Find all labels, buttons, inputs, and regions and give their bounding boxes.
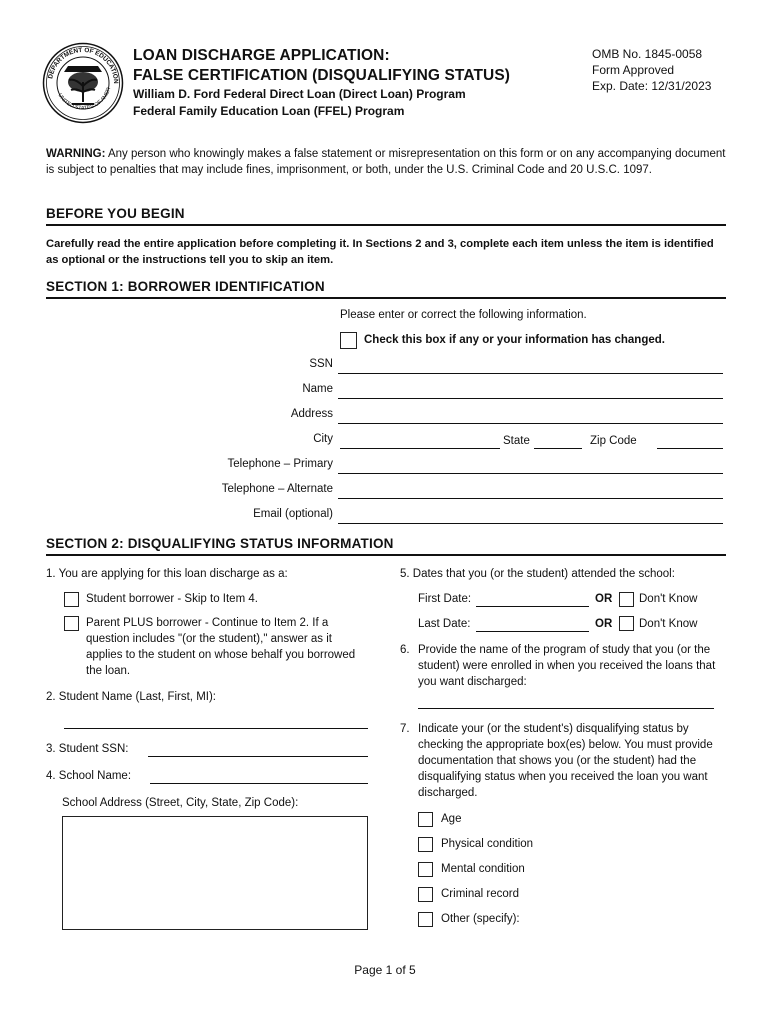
form-title	[133, 46, 510, 86]
omb-block	[592, 46, 711, 94]
state-label: State	[503, 435, 530, 447]
address-field[interactable]	[338, 423, 723, 424]
page-number: Page 1 of 5	[354, 963, 416, 977]
tel-alt-field[interactable]	[338, 498, 723, 499]
before-heading: BEFORE YOU BEGIN	[46, 206, 185, 221]
before-text: Carefully read the entire application before completing it. In Sections 2 and 3, complete each item unless the item is identified as optional or the instructions tell you to skip an item.	[46, 238, 714, 266]
item7-number: 7.	[400, 723, 410, 735]
department-seal	[42, 42, 124, 124]
zip-field[interactable]	[657, 448, 723, 449]
svg-text:UNITED STATES OF AMERICA: UNITED STATES OF AMER	[56, 86, 113, 112]
last-date-label: Last Date:	[418, 618, 471, 630]
warning-label: WARNING:	[46, 148, 106, 160]
item6-label: Provide the name of the program of study that you (or the student) were enrolled in when you received the loans that you want discharged:	[418, 644, 716, 688]
student-ssn-field[interactable]	[148, 756, 368, 757]
status-mental-label: Mental condition	[441, 863, 525, 875]
student-borrower-checkbox[interactable]	[64, 592, 79, 607]
school-address-label: School Address (Street, City, State, Zip Code):	[62, 797, 299, 809]
ssn-field[interactable]	[338, 373, 723, 374]
tel-primary-field[interactable]	[338, 473, 723, 474]
section2-heading: SECTION 2: DISQUALIFYING STATUS INFORMATION	[46, 536, 394, 551]
ssn-label: SSN	[309, 358, 333, 370]
before-rule	[46, 224, 726, 226]
info-changed-checkbox[interactable]	[340, 332, 357, 349]
first-date-or: OR	[595, 593, 613, 605]
status-age-label: Age	[441, 813, 462, 825]
subtitle-line-1: William D. Ford Federal Direct Loan (Direct Loan) Program	[133, 87, 466, 101]
item6-number: 6.	[400, 644, 410, 656]
section1-prompt: Please enter or correct the following information.	[340, 309, 587, 321]
exp-date: Exp. Date: 12/31/2023	[592, 79, 712, 93]
item1-label: 1. You are applying for this loan discharge as a:	[46, 568, 288, 580]
status-criminal-checkbox[interactable]	[418, 887, 433, 902]
section2-rule	[46, 554, 726, 556]
first-date-label: First Date:	[418, 593, 472, 605]
status-physical-checkbox[interactable]	[418, 837, 433, 852]
title-line-1: LOAN DISCHARGE APPLICATION:	[133, 47, 390, 64]
tel-primary-label: Telephone – Primary	[227, 458, 333, 470]
last-date-dont-know-label: Don't Know	[639, 618, 698, 630]
section1-rule	[46, 297, 726, 299]
item3-label: 3. Student SSN:	[46, 743, 129, 755]
city-label: City	[313, 433, 333, 445]
svg-text:DEPARTMENT OF EDUCATION: DEPARTMENT OF EDUCATION	[47, 46, 120, 84]
student-borrower-label: Student borrower - Skip to Item 4.	[86, 593, 258, 605]
status-physical-label: Physical condition	[441, 838, 534, 850]
form-approved: Form Approved	[592, 63, 675, 77]
status-other-label: Other (specify):	[441, 913, 520, 925]
subtitle-line-2: Federal Family Education Loan (FFEL) Program	[133, 104, 405, 118]
first-date-field[interactable]	[476, 606, 589, 607]
address-label: Address	[290, 408, 333, 420]
first-date-dont-know-checkbox[interactable]	[619, 592, 634, 607]
email-field[interactable]	[338, 523, 723, 524]
status-criminal-label: Criminal record	[441, 888, 519, 900]
warning-body: Any person who knowingly makes a false statement or misrepresentation on this form or on any accompanying document is subject to penalties that may include fines, imprisonment, or both, under the U.S. Criminal Code and 20 U.S.C. 1097.	[46, 148, 726, 176]
form-subtitle	[133, 86, 466, 120]
status-mental-checkbox[interactable]	[418, 862, 433, 877]
first-date-dont-know-label: Don't Know	[639, 593, 698, 605]
info-changed-label: Check this box if any or your information has changed.	[364, 334, 665, 346]
item5-label: 5. Dates that you (or the student) attended the school:	[400, 568, 675, 580]
email-label: Email (optional)	[253, 508, 333, 520]
name-label: Name	[302, 383, 333, 395]
status-age-checkbox[interactable]	[418, 812, 433, 827]
last-date-or: OR	[595, 618, 613, 630]
item7-label: Indicate your (or the student's) disqualifying status by checking the appropriate box(es) below. You must provide documentation that shows you (or the student) had the disqualifying status when you received the loan you want discharged.	[418, 723, 713, 799]
state-field[interactable]	[534, 448, 582, 449]
section1-heading: SECTION 1: BORROWER IDENTIFICATION	[46, 279, 325, 294]
item2-label: 2. Student Name (Last, First, MI):	[46, 691, 216, 703]
tel-alt-label: Telephone – Alternate	[221, 483, 333, 495]
last-date-dont-know-checkbox[interactable]	[619, 616, 634, 631]
title-line-2: FALSE CERTIFICATION (DISQUALIFYING STATUS)	[133, 67, 511, 84]
last-date-field[interactable]	[476, 631, 589, 632]
item4-label: 4. School Name:	[46, 770, 132, 782]
city-field[interactable]	[340, 448, 500, 449]
program-of-study-field[interactable]	[418, 708, 714, 709]
parent-plus-label: Parent PLUS borrower - Continue to Item 2. If a question includes "(or the student)," answer as it applies to the student on whose behalf you borrowed the loan.	[86, 617, 356, 677]
name-field[interactable]	[338, 398, 723, 399]
parent-plus-checkbox[interactable]	[64, 616, 79, 631]
zip-label: Zip Code	[590, 435, 637, 447]
school-name-field[interactable]	[150, 783, 368, 784]
status-other-checkbox[interactable]	[418, 912, 433, 927]
school-address-box[interactable]	[62, 816, 368, 930]
warning-text	[46, 146, 726, 178]
omb-number: OMB No. 1845-0058	[592, 47, 703, 61]
student-name-field[interactable]	[64, 728, 368, 729]
